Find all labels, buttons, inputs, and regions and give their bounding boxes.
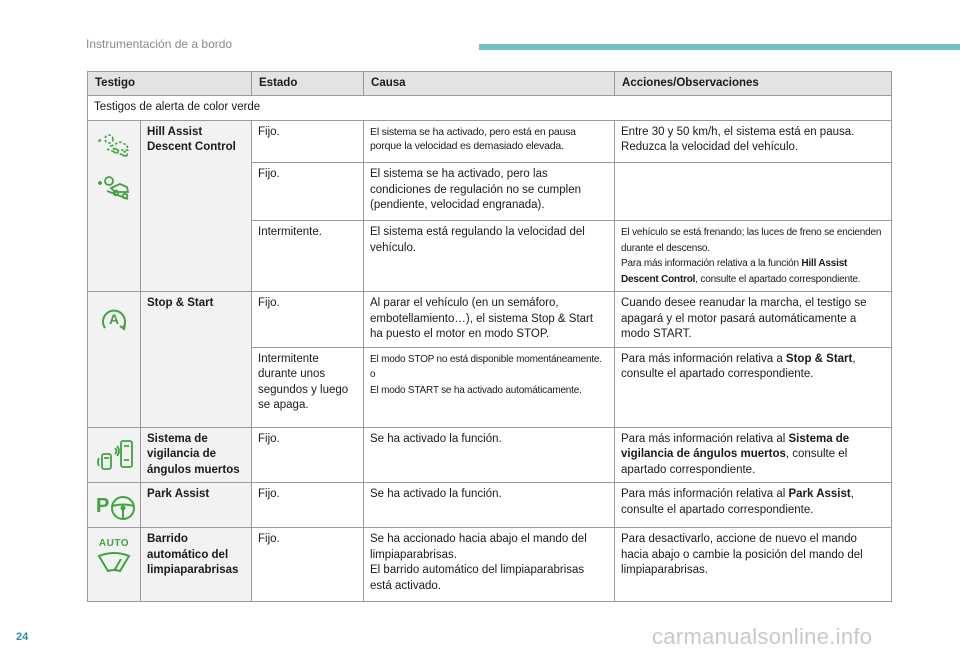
acciones-text: , consulte el apartado correspondiente. (621, 448, 848, 476)
acciones-text: Para más información relativa a la función (621, 258, 802, 270)
stop-start-icon (98, 304, 130, 334)
causa-text: El modo START se ha activado automáticamente. (370, 384, 582, 396)
acciones-bold: Sistema de vigilancia de ángulos muertos (621, 432, 850, 461)
causa-cell (364, 347, 615, 427)
icon-cell (88, 427, 141, 483)
acciones-bold: Stop & Start (785, 352, 853, 365)
table-row (88, 292, 892, 348)
estado-cell: Fijo. (252, 292, 364, 348)
blind-spot-name: Sistema de vigilancia de ángulos muertos (141, 427, 252, 483)
acciones-text: Para más información relativa al (621, 488, 789, 501)
estado-cell: Intermitente durante unos segundos y luego se apaga. (252, 347, 364, 427)
svg-text:A: A (108, 311, 120, 328)
auto-wiper-label: AUTO (98, 538, 130, 550)
estado-cell: Fijo. (252, 120, 364, 163)
hill-assist-name: Hill Assist Descent Control (141, 120, 252, 292)
estado-cell: Fijo. (252, 427, 364, 483)
table-header-row (88, 72, 892, 96)
causa-cell: Al parar el vehículo (en un semáforo, embotellamiento…), el sistema Stop & Start ha puesto el motor en modo STOP. (364, 292, 615, 348)
hill-descent-active-icon (94, 175, 134, 201)
acciones-text: , consulte el apartado correspondiente. (621, 488, 854, 516)
acciones-cell: Entre 30 y 50 km/h, el sistema está en pausa. Reduzca la velocidad del vehículo. (615, 120, 892, 163)
section-title: Testigos de alerta de color verde (88, 96, 892, 121)
causa-cell: Se ha activado la función. (364, 427, 615, 483)
header-accent-bar (479, 44, 960, 50)
park-assist-icon (94, 493, 138, 523)
causa-text: o (370, 369, 376, 381)
section-row (88, 96, 892, 121)
auto-wiper-name: Barrido automático del limpiaparabrisas (141, 528, 252, 602)
blind-spot-icon (94, 438, 138, 472)
acciones-cell (615, 163, 892, 221)
causa-cell: El sistema está regulando la velocidad del vehículo. (364, 221, 615, 292)
acciones-cell: Cuando desee reanudar la marcha, el testigo se apagará y el motor pasará automáticamente a modo START. (615, 292, 892, 348)
table-row (88, 528, 892, 602)
causa-text: El modo STOP no está disponible momentáneamente. (370, 353, 602, 365)
acciones-bold: Hill Assist Descent Control (621, 258, 848, 285)
acciones-cell: Para desactivarlo, accione de nuevo el mando hacia abajo o cambie la posición del mando del limpiaparabrisas. (615, 528, 892, 602)
table-row (88, 120, 892, 163)
causa-cell: Se ha activado la función. (364, 483, 615, 528)
column-header-acciones: Acciones/Observaciones (615, 72, 892, 96)
acciones-cell (615, 221, 892, 292)
acciones-text: , consulte el apartado correspondiente. (695, 273, 861, 285)
page-number: 24 (16, 631, 29, 643)
acciones-text: Para más información relativa al (621, 432, 789, 445)
warning-lights-table (87, 71, 892, 602)
causa-cell: El sistema se ha activado, pero está en pausa porque la velocidad es demasiado elevada. (364, 120, 615, 163)
estado-cell: Fijo. (252, 163, 364, 221)
table-row (88, 427, 892, 483)
acciones-cell (615, 347, 892, 427)
stop-start-name: Stop & Start (141, 292, 252, 428)
estado-cell: Fijo. (252, 483, 364, 528)
causa-cell: El sistema se ha activado, pero las condiciones de regulación no se cumplen (pendiente, velocidad engranada). (364, 163, 615, 221)
page-header-title: Instrumentación de a bordo (86, 37, 233, 51)
acciones-cell (615, 427, 892, 483)
acciones-text: Para más información relativa a (621, 352, 786, 365)
hill-descent-standby-icon (94, 133, 134, 159)
causa-text: El barrido automático del limpiaparabrisas está activado. (370, 564, 585, 592)
acciones-text: El vehículo se está frenando; las luces de freno se encienden durante el descenso. (621, 227, 882, 254)
icon-cell (88, 528, 141, 602)
watermark: carmanualsonline.info (652, 624, 873, 649)
icon-cell (88, 120, 141, 163)
column-header-causa: Causa (364, 72, 615, 96)
estado-cell: Intermitente. (252, 221, 364, 292)
svg-text:P: P (96, 495, 110, 518)
icon-cell (88, 347, 141, 427)
auto-wiper-icon (96, 551, 132, 575)
icon-cell (88, 292, 141, 348)
icon-cell (88, 221, 141, 292)
causa-text: Se ha accionado hacia abajo el mando del limpiaparabrisas. (370, 533, 587, 561)
column-header-estado: Estado (252, 72, 364, 96)
acciones-bold: Park Assist (788, 488, 851, 501)
icon-cell (88, 483, 141, 528)
column-header-testigo: Testigo (88, 72, 252, 96)
acciones-text: , consulte el apartado correspondiente. (621, 352, 856, 381)
causa-cell (364, 528, 615, 602)
park-assist-name: Park Assist (141, 483, 252, 528)
table-row (88, 483, 892, 528)
icon-cell (88, 163, 141, 221)
acciones-cell (615, 483, 892, 528)
estado-cell: Fijo. (252, 528, 364, 602)
